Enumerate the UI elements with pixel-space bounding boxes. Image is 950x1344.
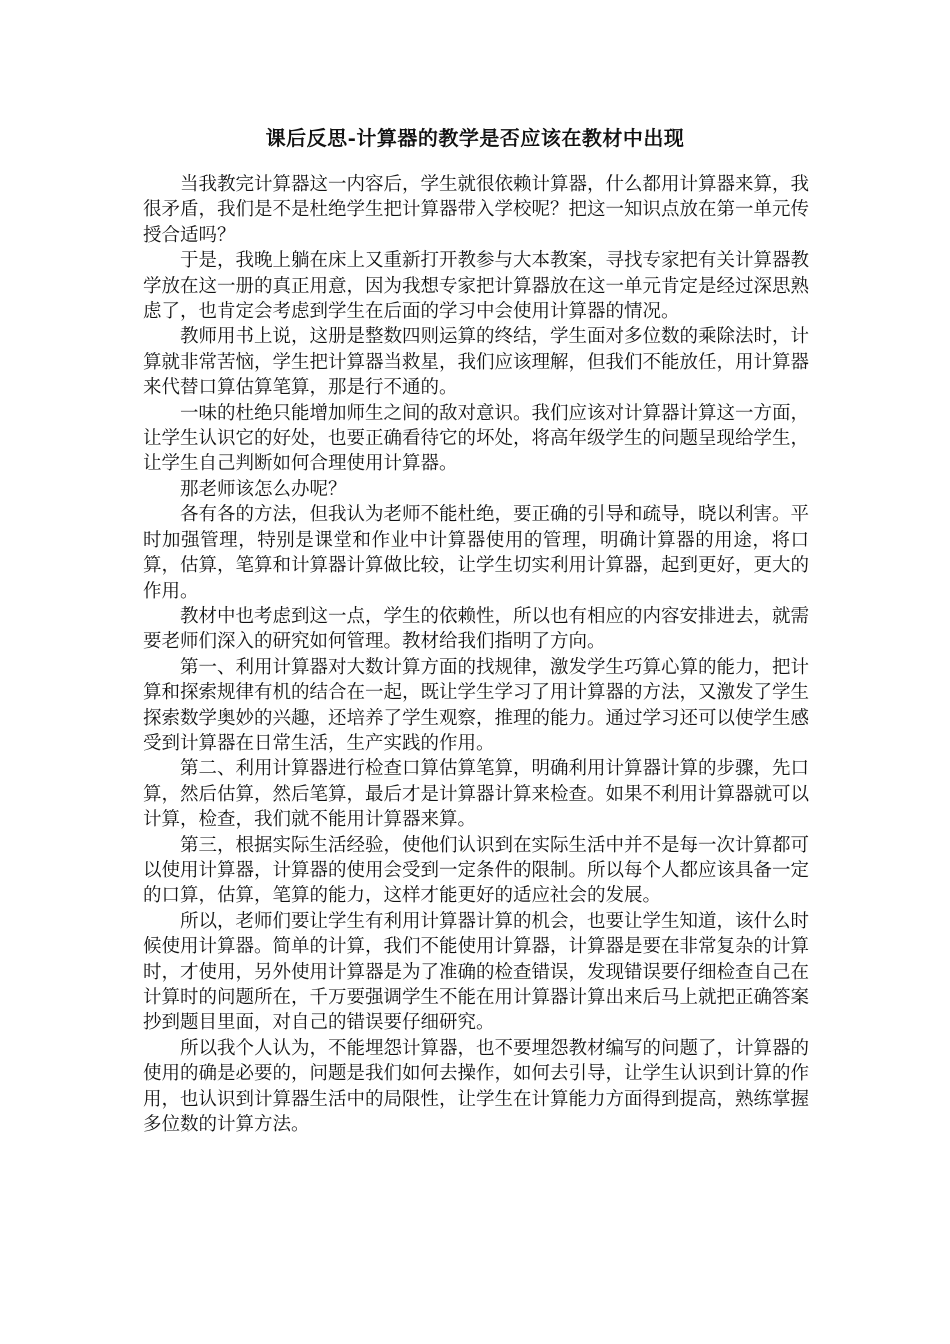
paragraph-6: 各有各的方法，但我认为老师不能杜绝，要正确的引导和疏导，晓以利害。平时加强管理，特别是课堂和作业中计算器使用的管理，明确计算器的用途，将口算，估算，笔算和计算器计算做比较，让学生切实利用计算器，起到更好，更大的作用。 [143, 504, 810, 602]
paragraph-3: 教师用书上说，这册是整数四则运算的终结，学生面对多位数的乘除法时，计算就非常苦恼，学生把计算器当救星，我们应该理解，但我们不能放任，用计算器来代替口算估算笔算，那是行不通的。 [143, 326, 810, 399]
document-title: 课后反思-计算器的教学是否应该在教材中出现 [265, 126, 685, 150]
paragraph-2: 于是，我晚上躺在床上又重新打开教参与大本教案，寻找专家把有关计算器教学放在这一册的真正用意，因为我想专家把计算器放在这一单元肯定是经过深思熟虑了，也肯定会考虑到学生在后面的学习中会使用计算器的情况。 [143, 250, 810, 323]
paragraph-5: 那老师该怎么办呢？ [180, 478, 347, 500]
paragraph-11: 所以，老师们要让学生有利用计算器计算的机会，也要让学生知道，该什么时候使用计算器。简单的计算，我们不能使用计算器，计算器是要在非常复杂的计算时，才使用，另外使用计算器是为了准确的检查错误，发现错误要仔细检查自己在计算时的问题所在，千万要强调学生不能在用计算器计算出来后马上就把正确答案抄到题目里面，对自己的错误要仔细研究。 [143, 910, 810, 1034]
paragraph-12: 所以我个人认为，不能埋怨计算器，也不要埋怨教材编写的问题了，计算器的使用的确是必要的，问题是我们如何去操作，如何去引导，让学生认识到计算的作用，也认识到计算器生活中的局限性，让学生在计算能力方面得到提高，熟练掌握多位数的计算方法。 [143, 1037, 810, 1136]
paragraph-4: 一味的杜绝只能增加师生之间的敌对意识。我们应该对计算器计算这一方面，让学生认识它的好处，也要正确看待它的坏处，将高年级学生的问题呈现给学生，让学生自己判断如何合理使用计算器。 [143, 402, 810, 475]
paragraph-10: 第三，根据实际生活经验，使他们认识到在实际生活中并不是每一次计算都可以使用计算器，计算器的使用会受到一定条件的限制。所以每个人都应该具备一定的口算，估算，笔算的能力，这样才能更好的适应社会的发展。 [143, 834, 810, 907]
paragraph-9: 第二、利用计算器进行检查口算估算笔算，明确利用计算器计算的步骤，先口算，然后估算，然后笔算，最后才是计算器计算来检查。如果不利用计算器就可以计算，检查，我们就不能用计算器来算。 [143, 758, 810, 831]
paragraph-7: 教材中也考虑到这一点，学生的依赖性，所以也有相应的内容安排进去，就需要老师们深入的研究如何管理。教材给我们指明了方向。 [143, 605, 810, 653]
paragraph-8: 第一、利用计算器对大数计算方面的找规律，激发学生巧算心算的能力，把计算和探索规律有机的结合在一起，既让学生学习了用计算器的方法，又激发了学生探索数学奥妙的兴趣，还培养了学生观察，推理的能力。通过学习还可以使学生感受到计算器在日常生活，生产实践的作用。 [143, 656, 810, 754]
paragraph-1: 当我教完计算器这一内容后，学生就很依赖计算器，什么都用计算器来算，我很矛盾，我们是不是杜绝学生把计算器带入学校呢？把这一知识点放在第一单元传授合适吗？ [143, 174, 810, 246]
document-body [143, 172, 809, 1137]
